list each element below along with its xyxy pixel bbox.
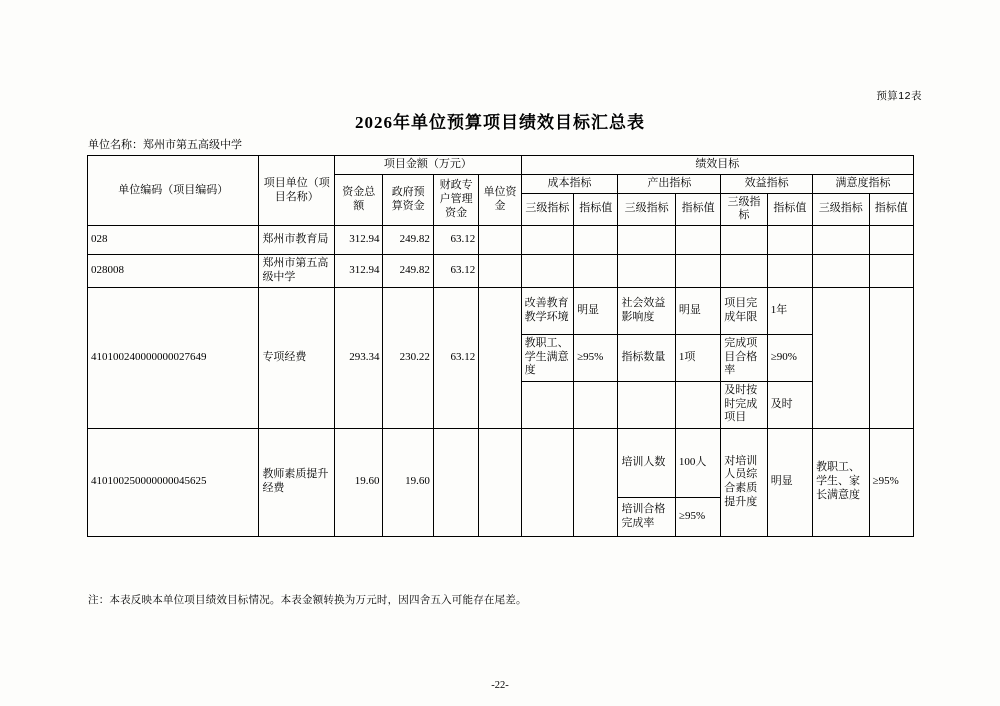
cell-benefit-value: 及时 [767, 381, 812, 428]
cell-unit-code: 028008 [88, 255, 259, 288]
cell-benefit-name: 及时按时完成项目 [721, 381, 767, 428]
cell-output-value: 1项 [675, 334, 720, 381]
cell-satisfaction-name [813, 226, 869, 255]
cell-satisfaction-value [869, 287, 913, 428]
cell-benefit-name: 完成项目合格率 [721, 334, 767, 381]
cell-cost-name [521, 381, 573, 428]
header-performance-group: 绩效目标 [521, 156, 913, 175]
page-title: 2026年单位预算项目绩效目标汇总表 [355, 113, 645, 132]
cell-output-name: 培训人数 [618, 428, 675, 497]
cell-cost-value [574, 255, 618, 288]
cell-project-unit: 郑州市第五高级中学 [259, 255, 335, 288]
cell-satisfaction-name [813, 287, 869, 428]
cell-amount-total: 293.34 [335, 287, 383, 428]
cell-amount-total: 312.94 [335, 255, 383, 288]
cell-output-name [618, 381, 675, 428]
cell-output-value [675, 226, 720, 255]
cell-unit-code: 028 [88, 226, 259, 255]
cell-amount-fin: 63.12 [433, 287, 478, 428]
form-code-label: 预算12表 [876, 90, 922, 102]
cell-benefit-value: 明显 [767, 428, 812, 536]
header-amount-total: 资金总额 [335, 174, 383, 225]
cell-benefit-value [767, 226, 812, 255]
performance-target-table [87, 155, 914, 537]
cell-satisfaction-value [869, 226, 913, 255]
table-row [88, 226, 914, 255]
cell-output-value [675, 255, 720, 288]
cell-project-unit: 教师素质提升经费 [259, 428, 335, 536]
cell-satisfaction-value [869, 255, 913, 288]
cell-output-name [618, 226, 675, 255]
header-cost-group: 成本指标 [521, 174, 618, 193]
cell-amount-fin [433, 428, 478, 536]
page-number: -22- [491, 680, 509, 691]
table-row [88, 255, 914, 288]
cell-cost-value: ≥95% [574, 334, 618, 381]
header-cost-value: 指标值 [574, 193, 618, 226]
header-satisfaction-level3: 三级指标 [813, 193, 869, 226]
cell-output-name: 培训合格完成率 [618, 497, 675, 536]
cell-benefit-value: 1年 [767, 287, 812, 334]
cell-amount-total: 19.60 [335, 428, 383, 536]
header-amount-fin: 财政专户管理资金 [433, 174, 478, 225]
cell-unit-code: 410100250000000045625 [88, 428, 259, 536]
header-amount-own: 单位资金 [479, 174, 521, 225]
header-satisfaction-group: 满意度指标 [813, 174, 914, 193]
unit-name-label: 单位名称：郑州市第五高级中学 [88, 139, 242, 151]
header-satisfaction-value: 指标值 [869, 193, 913, 226]
header-benefit-group: 效益指标 [721, 174, 813, 193]
cell-amount-own [479, 428, 521, 536]
header-benefit-level3: 三级指标 [721, 193, 767, 226]
cell-output-name: 社会效益影响度 [618, 287, 675, 334]
header-benefit-value: 指标值 [767, 193, 812, 226]
cell-benefit-name: 对培训人员综合素质提升度 [721, 428, 767, 536]
cell-cost-value [574, 428, 618, 536]
header-amount-group: 项目金额（万元） [335, 156, 522, 175]
cell-satisfaction-value: ≥95% [869, 428, 913, 536]
cell-amount-total: 312.94 [335, 226, 383, 255]
cell-output-name: 指标数量 [618, 334, 675, 381]
cell-project-unit: 专项经费 [259, 287, 335, 428]
cell-amount-fin: 63.12 [433, 226, 478, 255]
cell-amount-gov: 19.60 [383, 428, 433, 536]
cell-satisfaction-name: 教职工、学生、家长满意度 [813, 428, 869, 536]
cell-output-value [675, 381, 720, 428]
cell-amount-own [479, 287, 521, 428]
cell-amount-own [479, 255, 521, 288]
cell-project-unit: 郑州市教育局 [259, 226, 335, 255]
cell-cost-name [521, 226, 573, 255]
cell-amount-gov: 230.22 [383, 287, 433, 428]
cell-cost-value: 明显 [574, 287, 618, 334]
cell-output-value: 100人 [675, 428, 720, 497]
table-row [88, 287, 914, 334]
cell-output-value: ≥95% [675, 497, 720, 536]
header-project-unit: 项目单位（项目名称） [259, 156, 335, 226]
cell-amount-gov: 249.82 [383, 255, 433, 288]
cell-cost-name [521, 428, 573, 536]
header-output-value: 指标值 [675, 193, 720, 226]
header-amount-gov: 政府预算资金 [383, 174, 433, 225]
cell-cost-value [574, 226, 618, 255]
cell-amount-gov: 249.82 [383, 226, 433, 255]
cell-satisfaction-name [813, 255, 869, 288]
cell-output-value: 明显 [675, 287, 720, 334]
header-unit-code: 单位编码（项目编码） [88, 156, 259, 226]
header-output-group: 产出指标 [618, 174, 721, 193]
cell-output-name [618, 255, 675, 288]
cell-amount-own [479, 226, 521, 255]
cell-cost-name [521, 255, 573, 288]
header-output-level3: 三级指标 [618, 193, 675, 226]
table-note: 注：本表反映本单位项目绩效目标情况。本表金额转换为万元时，因四舍五入可能存在尾差。 [88, 595, 527, 606]
cell-cost-value [574, 381, 618, 428]
cell-benefit-value [767, 255, 812, 288]
header-cost-level3: 三级指标 [521, 193, 573, 226]
cell-benefit-name: 项目完成年限 [721, 287, 767, 334]
cell-cost-name: 改善教育教学环境 [521, 287, 573, 334]
cell-cost-name: 教职工、学生满意度 [521, 334, 573, 381]
cell-benefit-value: ≥90% [767, 334, 812, 381]
cell-amount-fin: 63.12 [433, 255, 478, 288]
table-row [88, 428, 914, 497]
cell-benefit-name [721, 226, 767, 255]
cell-benefit-name [721, 255, 767, 288]
cell-unit-code: 410100240000000027649 [88, 287, 259, 428]
